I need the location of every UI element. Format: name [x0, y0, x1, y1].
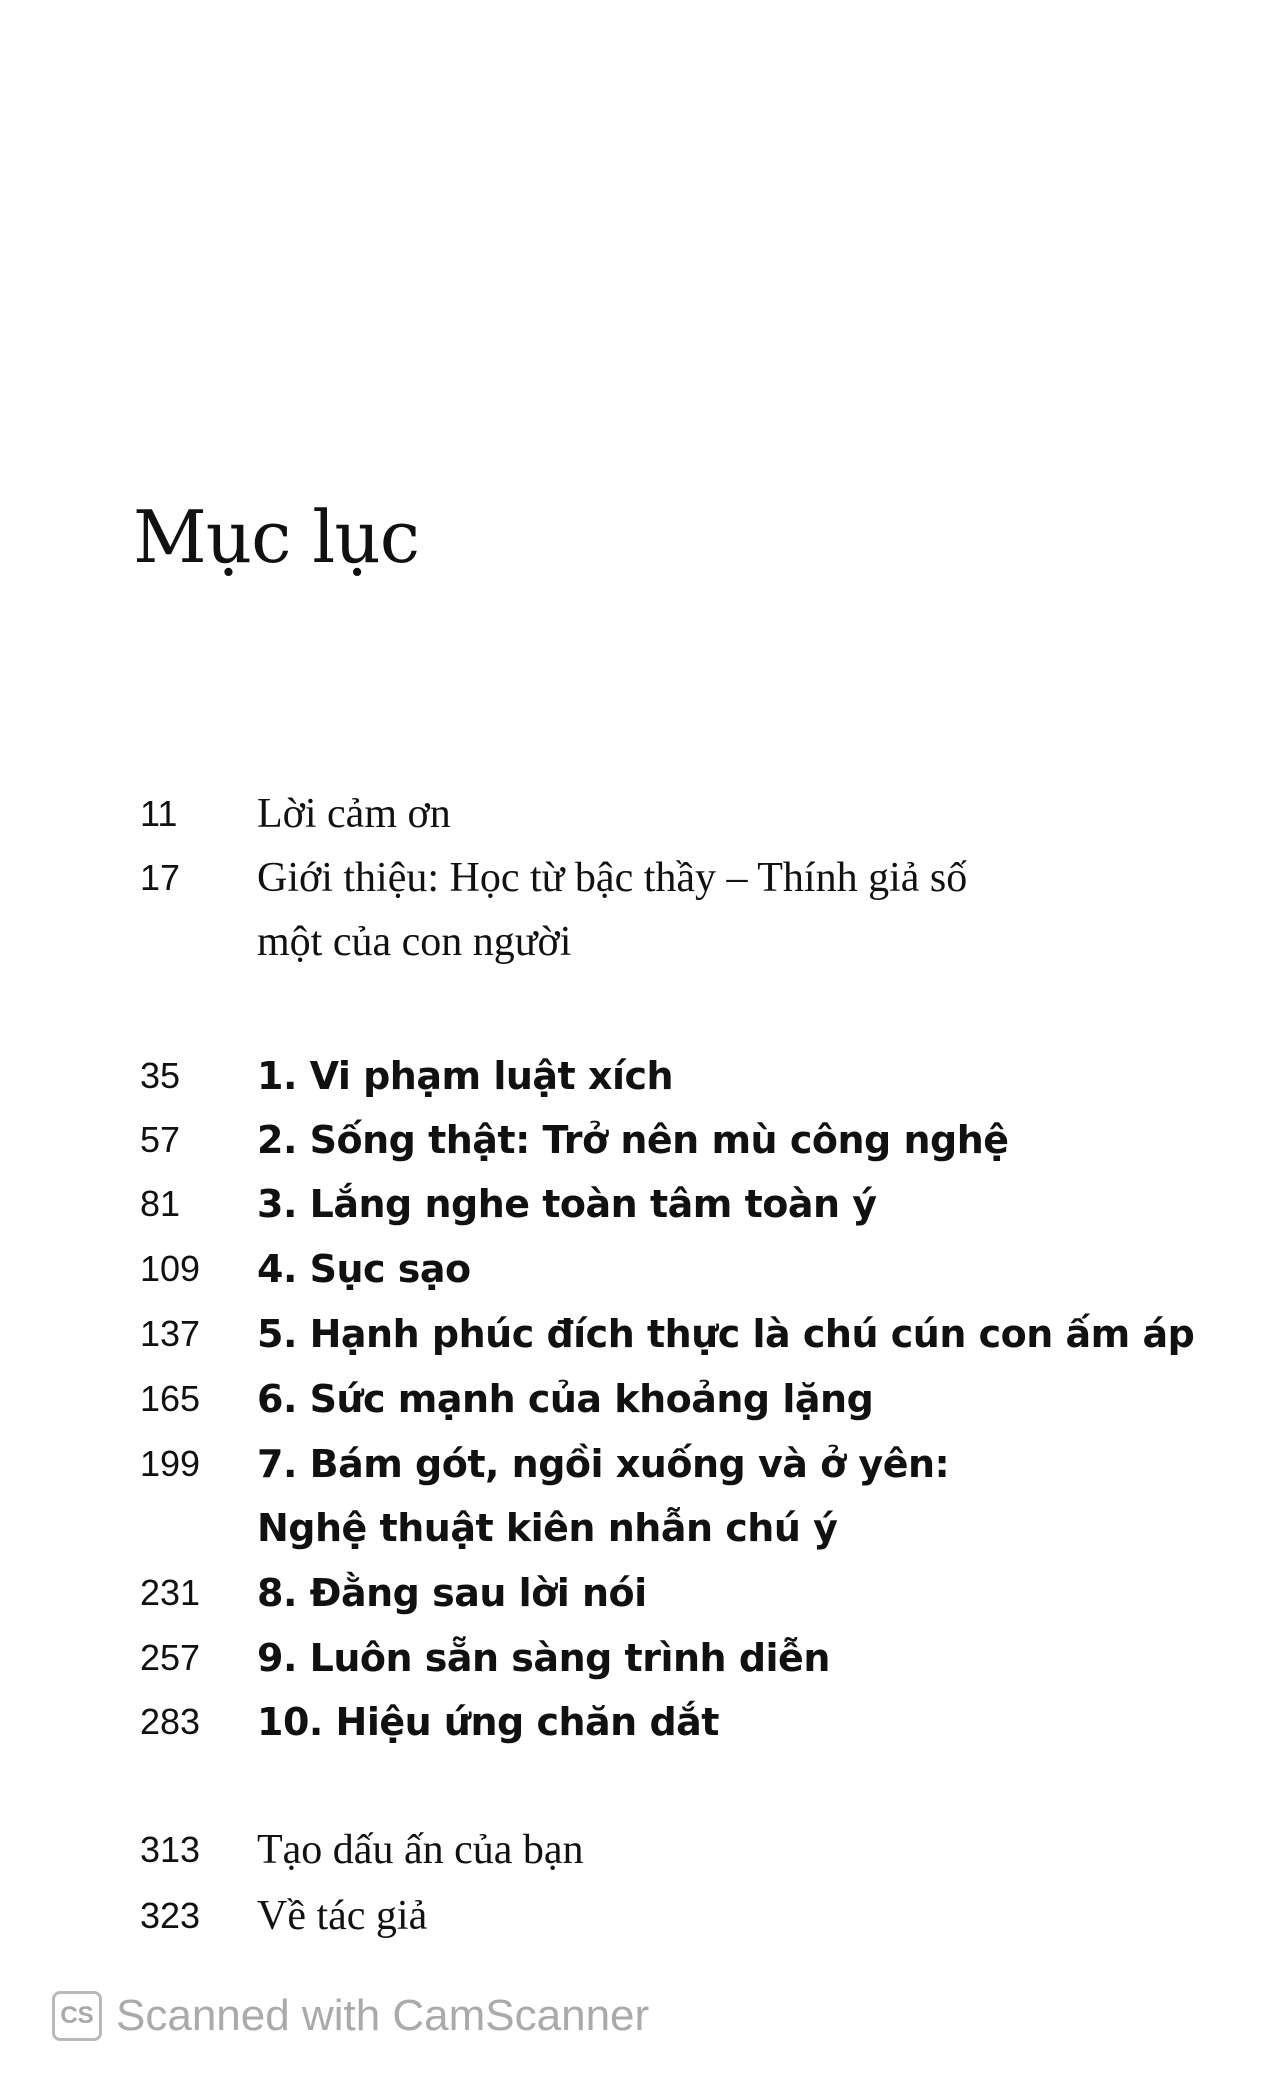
entry-title: 4. Sục sạo: [257, 1247, 471, 1291]
entry-title: Lời cảm ơn: [257, 791, 451, 837]
page-number: 137: [140, 1313, 201, 1354]
page-number: 11: [140, 793, 178, 834]
page-number: 257: [140, 1637, 201, 1678]
page-number: 109: [140, 1248, 201, 1289]
entry-title: Giới thiệu: Học từ bậc thầy – Thính giả số: [257, 855, 968, 901]
entry-title: Về tác giả: [257, 1893, 428, 1939]
entry-title-continued: một của con người: [257, 919, 572, 965]
page-number: 313: [140, 1829, 201, 1870]
entry-title: 9. Luôn sẵn sàng trình diễn: [257, 1636, 830, 1680]
entry-title: Tạo dấu ấn của bạn: [257, 1827, 584, 1873]
watermark-text: Scanned with CamScanner: [116, 1991, 650, 2040]
camscanner-watermark: [52, 1986, 649, 2046]
page-number: 165: [140, 1378, 201, 1419]
entry-title: 1. Vi phạm luật xích: [257, 1054, 674, 1098]
entry-title-continued: Nghệ thuật kiên nhẫn chú ý: [257, 1506, 838, 1550]
entry-title: 6. Sức mạnh của khoảng lặng: [257, 1377, 874, 1421]
page-title: Mục lục: [133, 495, 420, 579]
entry-title: 3. Lắng nghe toàn tâm toàn ý: [257, 1182, 877, 1226]
entry-title: 10. Hiệu ứng chăn dắt: [257, 1700, 719, 1744]
camscanner-logo-icon: CS: [52, 1991, 102, 2041]
page-number: 231: [140, 1572, 201, 1613]
page-number: 35: [140, 1055, 181, 1096]
entry-title: 8. Đằng sau lời nói: [257, 1571, 647, 1615]
page-number: 323: [140, 1895, 201, 1936]
page-number: 283: [140, 1701, 201, 1742]
page-number: 17: [140, 857, 181, 898]
page-number: 199: [140, 1443, 201, 1484]
entry-title: 2. Sống thật: Trở nên mù công nghệ: [257, 1118, 1009, 1162]
page-number: 81: [140, 1183, 181, 1224]
entry-title: 7. Bám gót, ngồi xuống và ở yên:: [257, 1442, 950, 1486]
page-number: 57: [140, 1119, 181, 1160]
entry-title: 5. Hạnh phúc đích thực là chú cún con ấm áp: [257, 1312, 1195, 1356]
